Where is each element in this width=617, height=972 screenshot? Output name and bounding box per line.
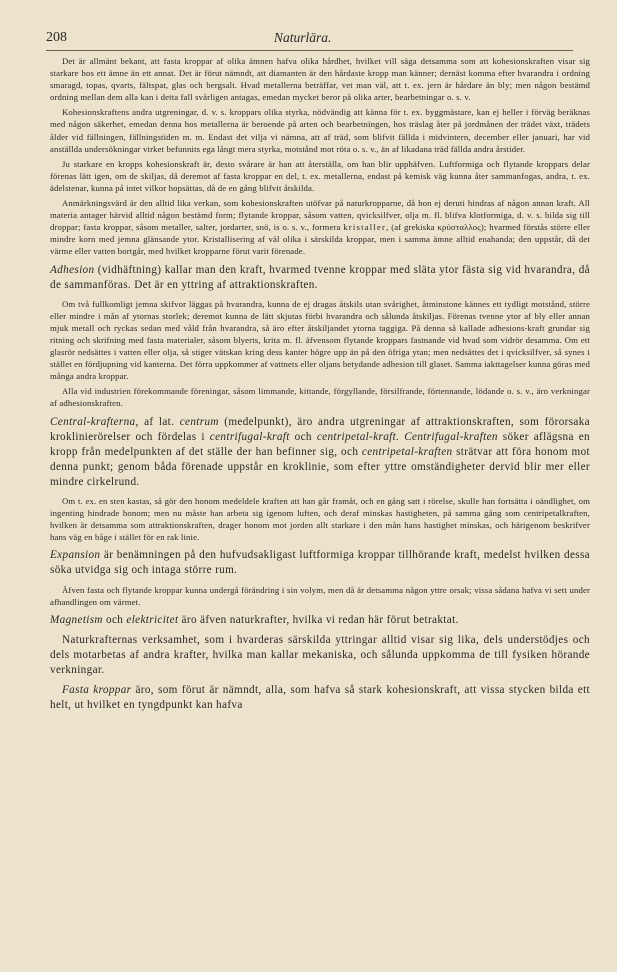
- emphasis-term: elektricitet: [126, 613, 179, 626]
- text-run: Om två fullkomligt jemna skifvor läggas på hvarandra, kunna de ej dragas åtskils utan svårighet, åtminstone kännes ett tydligt motstånd, större eller mindre i mån af ytornas storlek; deremot kunna de lätt skjutas förbi hvarandra och sålunda åtskiljas. Förenas tvenne ytor af bly eller annan mjuk metall och ryckas sedan med våld från hvarandra, så äro efter åtskiljandet ytorna taggiga. På denna så kallade adhesions-kraft grundar sig ritning och skrifning med fasta materialer, såsom blyerts, krita m. fl. äfvensom flytande kroppars fastnande vid hvad som vidrör desamma. Om ett glasrör nedsättes i vatten eller olja, så stiger vätskan kring dess kanter högre upp än på den öfriga ytan; men nedsättes det i qvicksilfver, så synes i stället en fördjupning vid kanterna. Det förra uppkommer af vattnets eller oljans betydande adhesion till glaset. Samma iakttagelser kunna göras med många andra kroppar.: [50, 298, 590, 382]
- text-run: (vidhäftning) kallar man den kraft, hvarmed tvenne kroppar med släta ytor fästa sig vid hvarandra, då de sammanföras. Det är en yttring af attraktionskraften.: [50, 263, 590, 291]
- text-run: är benämningen på den hufvudsakligast luftformiga kroppar tillhörande kraft, medelst hvilken dessa söka utvidga sig och intaga större rum.: [50, 549, 590, 577]
- text-run: äro äfven naturkrafter, hvilka vi redan här förut betraktat.: [178, 613, 459, 626]
- paragraph-p13: [50, 633, 590, 678]
- running-title: Naturlära.: [273, 30, 332, 45]
- page-number: 208: [46, 30, 67, 45]
- emphasis-term: centrum: [179, 415, 219, 428]
- paragraph-p8: [50, 415, 590, 490]
- text-run: äro, som förut är nämndt, alla, som hafva så stark kohesionskraft, att vissa stycken bilda ett helt, ut hvilket en tyngdpunkt kan hafva: [50, 684, 590, 712]
- text-run: af lat.: [138, 415, 180, 428]
- paragraph-p1: [50, 55, 590, 103]
- text-run: Naturkrafternas verksamhet, som i hvarderas särskilda yttringar alltid visar sig lika, dels understödjes och dels motarbetas af andra krafter, hvilka man kallar mekaniska, och sålunda uppkomma de till fysiken hörande verkningar.: [50, 633, 590, 677]
- paragraph-p9: [50, 495, 590, 543]
- paragraph-p3: [50, 158, 590, 194]
- text-run: , (af grekiska κρύσταλλος); hvarmed förstås större eller mindre korn med jemna glänsande ytor. Kristallisering af väl olika i särskilda kroppar, men i samma ämne alltid enahanda; den uppstår, då det värme eller vatten bortgår, med hvilket kropparne förut varit förenade.: [50, 222, 590, 257]
- emphasis-term: Adhesion: [50, 263, 95, 276]
- paragraph-p12: [50, 613, 590, 628]
- page-header: [46, 30, 565, 50]
- paragraph-p6: [50, 298, 590, 383]
- paragraph-p5: [50, 263, 590, 293]
- page-body: [50, 55, 590, 713]
- emphasis-term: Central-krafterna,: [50, 415, 139, 428]
- paragraph-p2: [50, 106, 590, 154]
- text-run: (medelpunkt), äro andra utgreningar af attraktionskraften, som förorsaka kroklinierörelser och fördelas i: [50, 415, 590, 443]
- paragraph-p11: [50, 584, 590, 608]
- text-run: Om t. ex. en sten kastas, så gör den honom medeldele kraften att han går framåt, och en gång satt i rörelse, skulle han fortsätta i oändlighet, om ingenting hindrade honom; men nu måste han arbeta sig igenom luften, och deraf minskas hastigheten, på samma gång som centripetalkraften, hvilken är detsamma som attraktionskraften, drager honom mot jorden allt starkare i den mån hans hastighet minskas, och härigenom beskrifver hans väg en båge i stället för en rak linie.: [50, 496, 590, 543]
- text-run: Ju starkare en kropps kohesionskraft är, desto svårare är han att återställa, om han blir upphäfven. Luftformiga och flytande kroppars delar förenas lätt igen, om de skiljas, då deremot af fasta kroppar en del, t. ex. metallerna, endast på kemisk väg kunna åter sammanfogas, andra, t. ex. ädelstenar, kunna på intet vilkor hopsättas, då de en gång blifvit åtskilda.: [50, 158, 590, 193]
- emphasis-term: centripetal-kraft.: [316, 430, 400, 443]
- text-run: Kohesionskraftens andra utgreningar, d. v. s. kroppars olika styrka, nödvändig att känna för t. ex. byggmästare, kan ej heller i förväg beräknas med någon säkerhet, emedan denna hos metallerna är beroende på arten och bearbetningen, hos träslag åter på jordmånen der trädet växt, trädets ålder vid fällningen, fällningstiden m. m. Endast det vilja vi nämna, att af träd, som blifvit fällda i midvintern, december eller januari, har vid anställda undersökningar virket befunnits ega långt mera styrka, motstånd mot röta o. s. v., än af likadana träd fällda andra årstider.: [50, 107, 590, 154]
- text-run: Äfven fasta och flytande kroppar kunna undergå förändring i sin volym, men då är detsamma någon yttre orsak; vissa sådana hafva vi sett under afhandlingen om värmet.: [50, 584, 590, 607]
- paragraph-p14: [50, 683, 590, 713]
- emphasis-term: centripetal-kraften: [361, 445, 453, 458]
- text-run: söker aflägsna en kropp från medelpunkten af det ställe der han befinner sig, och: [50, 430, 590, 458]
- emphasis-term: Fasta kroppar: [62, 684, 132, 697]
- emphasis-term: Magnetism: [50, 613, 103, 626]
- header-rule: [46, 50, 573, 51]
- emphasis-term: Centrifugal-kraften: [404, 430, 498, 443]
- text-run: och: [102, 613, 127, 626]
- text-run: Alla vid industrien förekommande föreningar, såsom limmande, kittande, förgyllande, försilfrande, förtennande, lödande o. s. v., äro verkningar af adhesionskraften.: [50, 386, 590, 409]
- paragraph-p4: [50, 197, 590, 257]
- spaced-term: kristaller: [343, 222, 387, 233]
- text-run: strätvar att föra honom mot denna punkt; genom båda förenade uppstår en kroklinie, som efter yttre omständigheter dervid blir mer eller mindre cirkelrund.: [50, 445, 590, 488]
- text-run: Det är allmänt bekant, att fasta kroppar af olika ämnen hafva olika hårdhet, hvilket vill säga detsamma som att kohesionskraften visar sig starkare hos ett ämne än ett annat. Det är förut nämndt, att diamanten är den hårdaste kropp man känner; dernäst komma efter hvarandra i ordning smaragd, topas, qvarts, fältspat, glas och bergsalt. Hvad metallerna beträffar, vet man väl, att t. ex. jern är hårdare än bly; men någon bestämd ordning mellan dem alla kan i detta fall svårligen antagas, emedan mycket beror på olika arter, bearbetningar o. s. v.: [50, 56, 590, 103]
- emphasis-term: Expansion: [50, 549, 101, 562]
- paragraph-p7: [50, 385, 590, 409]
- text-run: och: [289, 430, 317, 443]
- text-run: Anmärkningsvärd är den alltid lika verkan, som kohesionskraften utöfvar på naturkropparne, då hon ej deruti hindras af någon annan kraft. All materia antager härvid alltid någon bestämd form; flytande kroppar, såsom vatten, qvicksilfver, olja m. fl. blifva klotformiga, d. v. s. bilda sig till droppar; fasta kroppar, såsom metaller, salter, jordarter, snö, is o. s. v., formera: [50, 198, 590, 233]
- emphasis-term: centrifugal-kraft: [209, 430, 290, 443]
- paragraph-p10: [50, 548, 590, 578]
